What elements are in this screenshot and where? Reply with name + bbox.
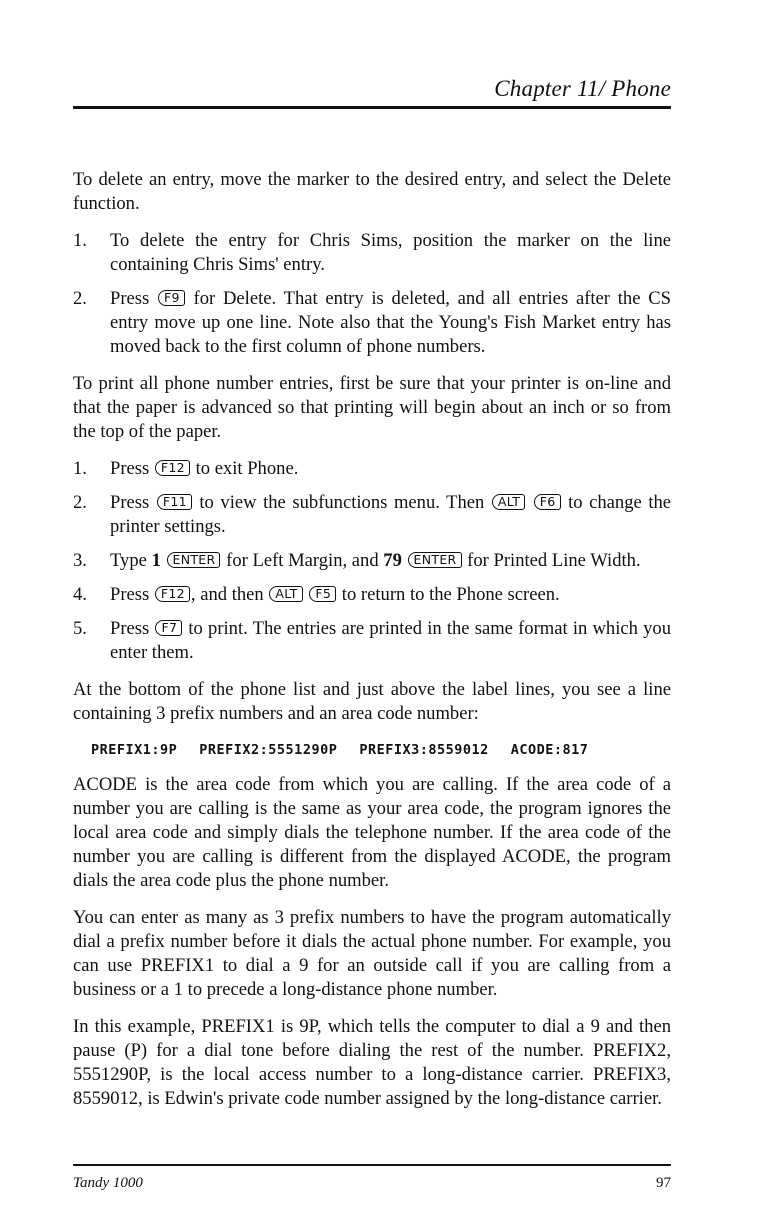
key-cap-enter: ENTER — [167, 552, 221, 568]
code-prefix3: PREFIX3:8559012 — [359, 742, 489, 758]
paragraph-example: In this example, PREFIX1 is 9P, which tells the computer to dial a 9 and then pause (P) for a dial tone before dialing the rest of the number. PREFIX2, 5551290P, is the local access number to a long-distance carrier. PREFIX3, 8559012, is Edwin's private code number assigned by the long-distance carrier. — [73, 1016, 671, 1109]
list-item-text-pre: Press — [110, 492, 150, 513]
list-item-text-post: to change the printer settings. — [110, 492, 672, 537]
key-cap-f12: F12 — [155, 460, 190, 476]
list-item-text-pre: Press — [110, 288, 150, 309]
header-rule — [73, 106, 671, 109]
page-number: 97 — [656, 1175, 671, 1191]
list-item-text-pre: Type — [110, 550, 147, 571]
footer-rule — [73, 1164, 671, 1166]
list-item — [73, 617, 671, 665]
list-item-text-post: for Printed Line Width. — [467, 550, 641, 571]
paragraph-print-intro: To print all phone number entries, first be sure that your printer is on-line and that the paper is advanced so that printing will begin about an inch or so from the top of the paper. — [73, 373, 671, 442]
list-number: 2. — [73, 492, 87, 513]
footer-title: Tandy 1000 — [73, 1175, 143, 1191]
list-item-text-post: to exit Phone. — [195, 458, 299, 479]
key-cap-f7: F7 — [155, 620, 182, 636]
typed-value: 1 — [151, 550, 161, 571]
list-item — [73, 491, 671, 539]
page-body — [73, 168, 671, 1124]
list-number: 4. — [73, 584, 87, 605]
list-number: 1. — [73, 458, 87, 479]
list-number: 1. — [73, 230, 87, 251]
code-prefix1: PREFIX1:9P — [91, 742, 178, 758]
key-cap-f12: F12 — [155, 586, 190, 602]
prefix-code-line — [73, 739, 671, 761]
list-item-text-post: to return to the Phone screen. — [341, 584, 560, 605]
list-item-text-mid: to view the subfunctions menu. Then — [199, 492, 485, 513]
delete-steps-list — [73, 229, 671, 359]
key-cap-alt: ALT — [492, 494, 525, 510]
list-item-text: To delete the entry for Chris Sims, position the marker on the line containing Chris Sims' entry. — [110, 230, 671, 275]
code-prefix2: PREFIX2:5551290P — [199, 742, 338, 758]
key-cap-f5: F5 — [309, 586, 336, 602]
key-cap-enter: ENTER — [408, 552, 462, 568]
list-number: 3. — [73, 550, 87, 571]
key-cap-f6: F6 — [534, 494, 561, 510]
paragraph-prefix-numbers: You can enter as many as 3 prefix numbers to have the program automatically dial a prefix number before it dials the actual phone number. For example, you can use PREFIX1 to dial a 9 for an outside call if you are calling from a business or a 1 to precede a long-distance phone number. — [73, 907, 671, 1000]
running-head: Chapter 11/ Phone — [494, 76, 671, 101]
paragraph-acode: ACODE is the area code from which you are calling. If the area code of a number you are calling is the same as your area code, the program ignores the local area code and simply dials the telephone number. If the area code of the number you are calling is different from the displayed ACODE, the program dials the area code plus the phone number. — [73, 774, 671, 891]
list-item — [73, 287, 671, 359]
list-item-text-pre: Press — [110, 618, 150, 639]
list-number: 5. — [73, 618, 87, 639]
list-item-text-post: to print. The entries are printed in the same format in which you enter them. — [110, 618, 671, 663]
code-acode: ACODE:817 — [510, 742, 589, 758]
list-item-text-mid: for Left Margin, and — [226, 550, 379, 571]
list-item-text-pre: Press — [110, 458, 150, 479]
list-item — [73, 457, 671, 481]
paragraph-prefix-intro: At the bottom of the phone list and just above the label lines, you see a line containing 3 prefix numbers and an area code number: — [73, 679, 671, 724]
list-item-text-pre: Press — [110, 584, 150, 605]
list-item — [73, 229, 671, 277]
list-number: 2. — [73, 288, 87, 309]
list-item — [73, 549, 671, 573]
key-cap-f11: F11 — [157, 494, 192, 510]
key-cap-f9: F9 — [158, 290, 185, 306]
paragraph-delete-intro: To delete an entry, move the marker to the desired entry, and select the Delete function. — [73, 169, 671, 214]
print-steps-list — [73, 457, 671, 665]
list-item — [73, 583, 671, 607]
typed-value: 79 — [383, 550, 402, 571]
list-item-text-mid: , and then — [190, 584, 264, 605]
list-item-text-post: for Delete. That entry is deleted, and all entries after the CS entry move up one line. Note also that the Young's Fish Market entry has moved back to the first column of phone numbers. — [110, 288, 671, 357]
key-cap-alt: ALT — [269, 586, 302, 602]
